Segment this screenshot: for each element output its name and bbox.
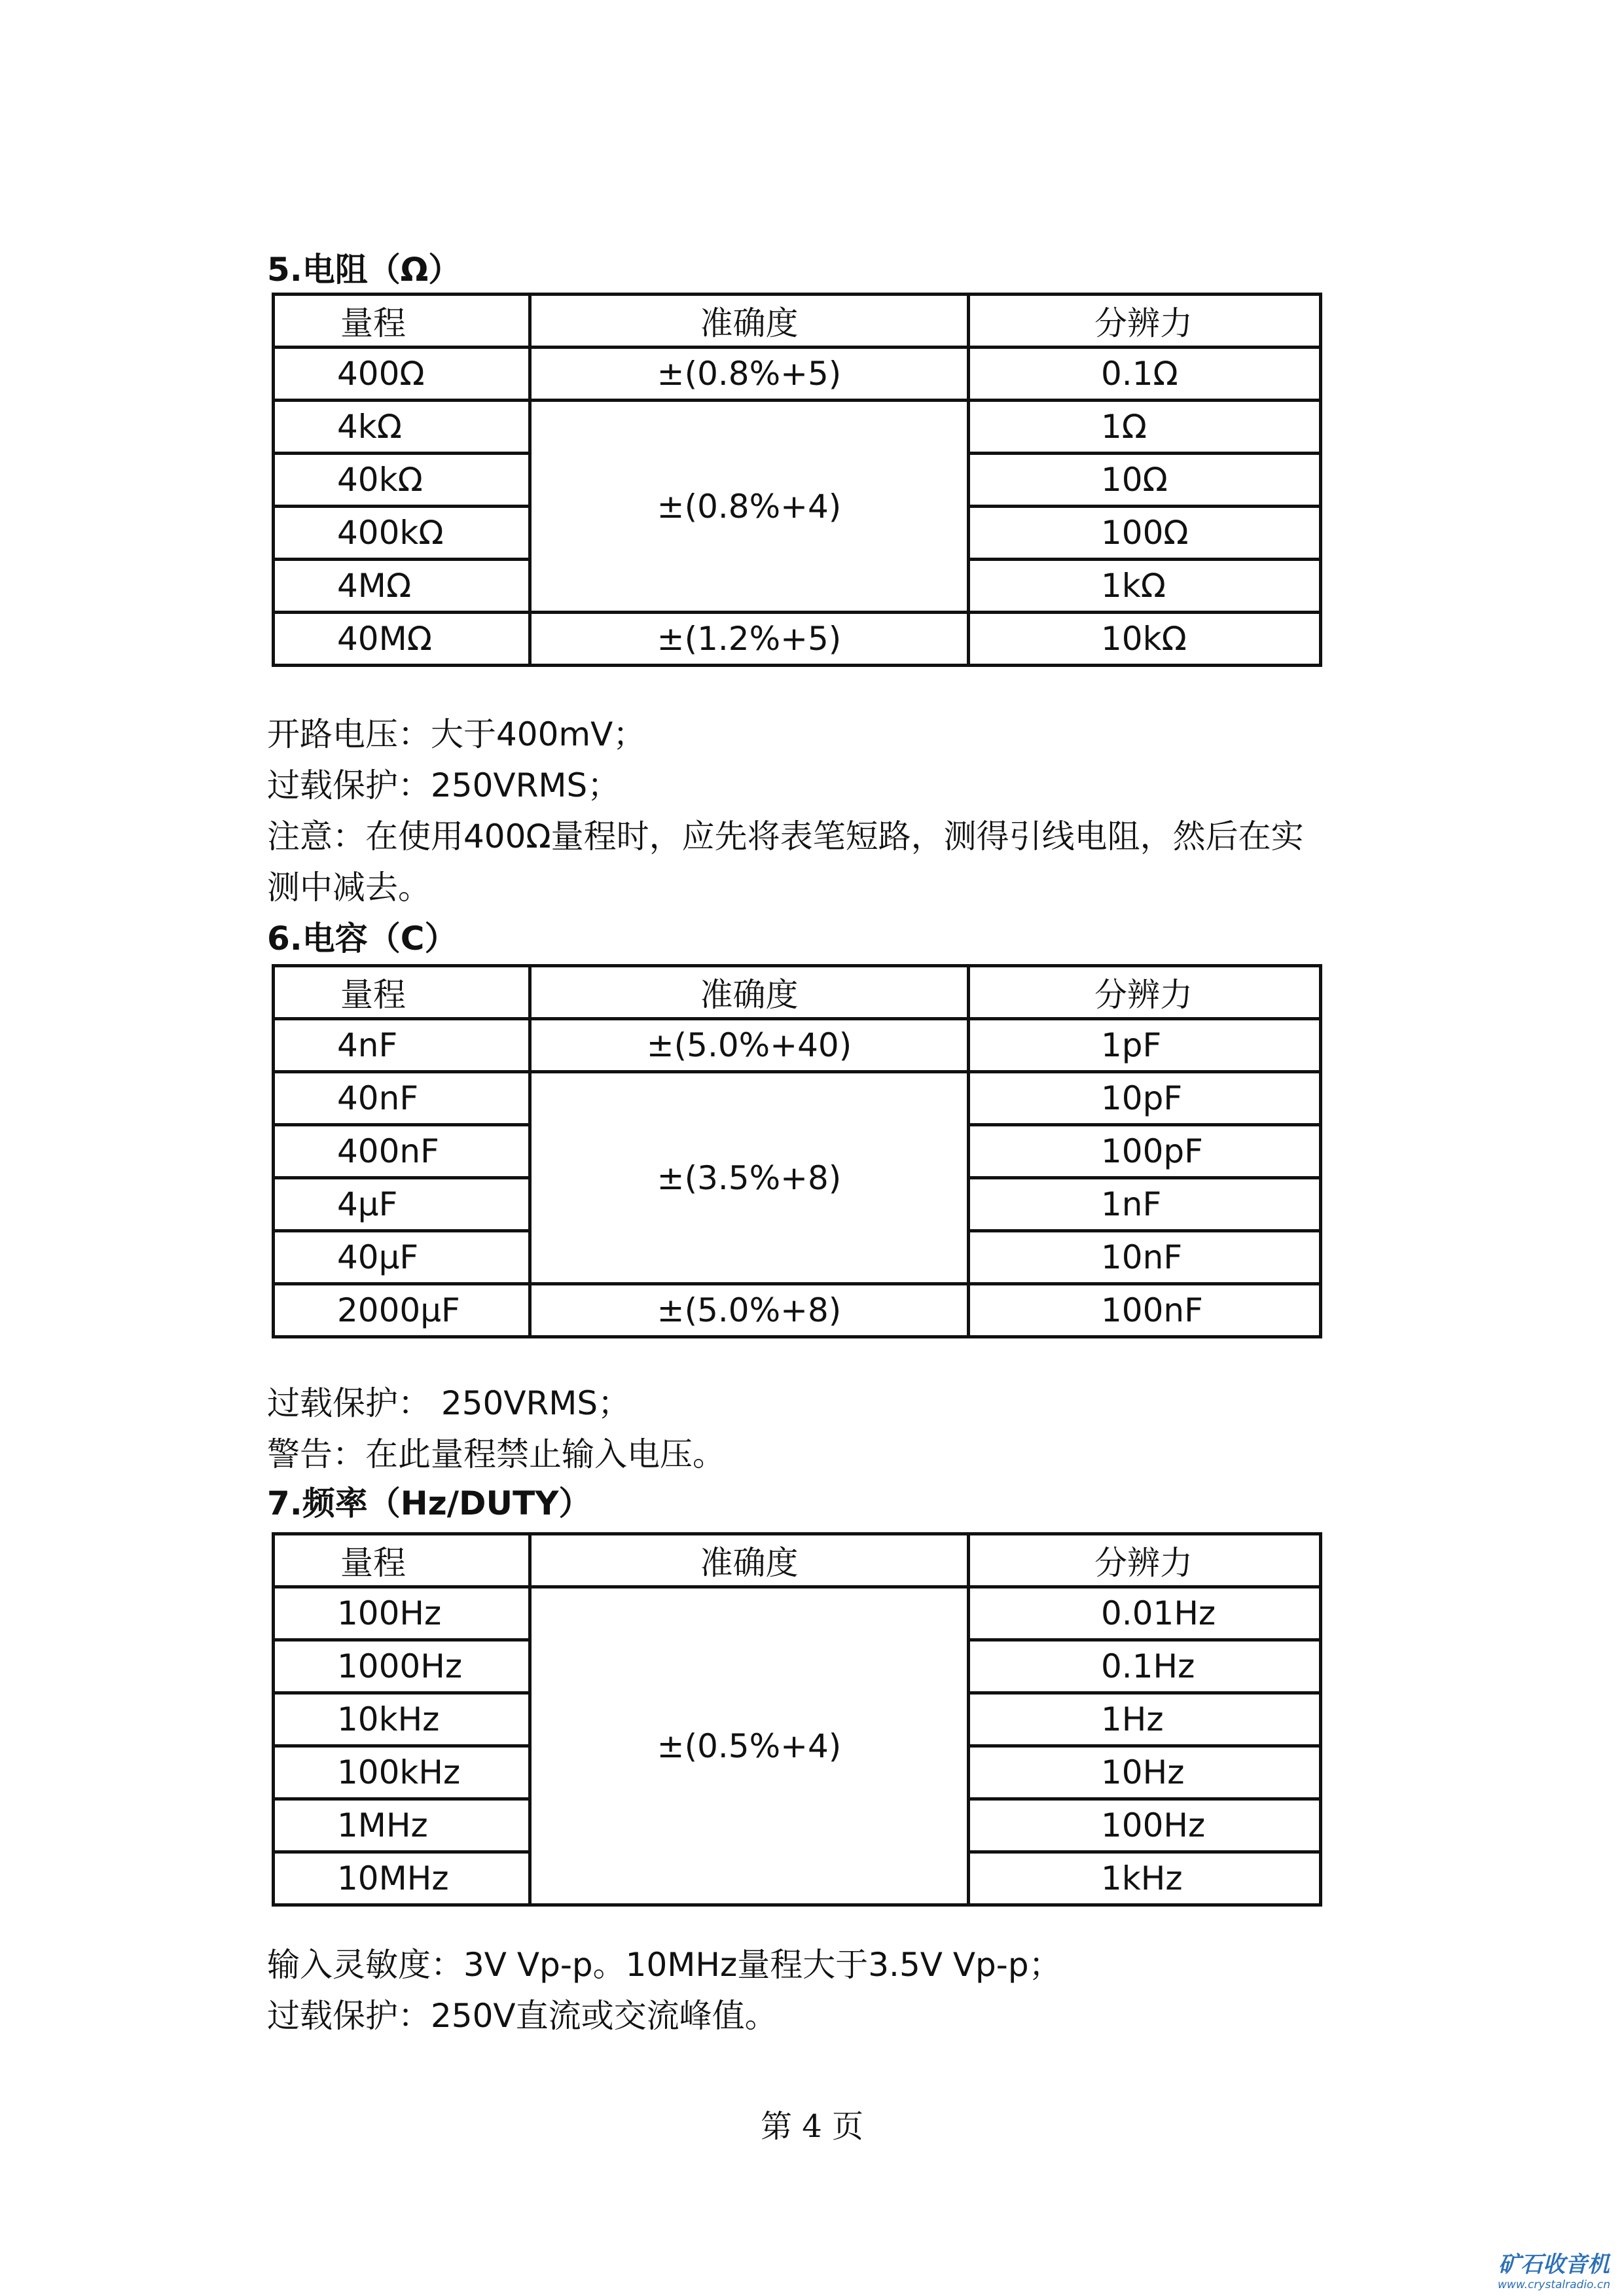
- table-row: [274, 1284, 1321, 1337]
- accuracy-cell: ±(3.5%+8): [530, 1072, 969, 1284]
- table-row: [274, 401, 1321, 454]
- range-cell: 1MHz: [274, 1799, 530, 1852]
- resistance-note: 注意：在使用400Ω量程时，应先将表笔短路，测得引线电阻，然后在实: [267, 817, 1304, 855]
- range-cell: 400kΩ: [274, 507, 530, 560]
- accuracy-cell: ±(0.8%+5): [530, 348, 969, 401]
- range-cell: 40MΩ: [274, 613, 530, 666]
- frequency-note: 输入灵敏度：3V Vp-p。10MHz量程大于3.5V Vp-p；: [267, 1946, 1062, 1984]
- header-accuracy: 准确度: [530, 1534, 969, 1587]
- header-accuracy: 准确度: [530, 295, 969, 348]
- header-resolution: 分辨力: [969, 966, 1321, 1019]
- resolution-cell: 1kHz: [969, 1852, 1321, 1905]
- range-cell: 400Ω: [274, 348, 530, 401]
- accuracy-cell: ±(0.5%+4): [530, 1587, 969, 1905]
- range-cell: 40μF: [274, 1231, 530, 1284]
- header-range: 量程: [274, 1534, 530, 1587]
- resolution-cell: 1pF: [969, 1019, 1321, 1072]
- resolution-cell: 100nF: [969, 1284, 1321, 1337]
- table-header-row: [274, 295, 1321, 348]
- table-row: [274, 1019, 1321, 1072]
- table-header-row: [274, 966, 1321, 1019]
- resolution-cell: 100Ω: [969, 507, 1321, 560]
- capacitance-note: 过载保护： 250VRMS；: [267, 1384, 631, 1422]
- capacitance-table: [272, 964, 1322, 1338]
- range-cell: 40kΩ: [274, 454, 530, 507]
- frequency-table: [272, 1532, 1322, 1907]
- resolution-cell: 0.01Hz: [969, 1587, 1321, 1640]
- section-heading-resistance: 5.电阻（Ω）: [267, 251, 461, 289]
- resolution-cell: 100Hz: [969, 1799, 1321, 1852]
- header-range: 量程: [274, 966, 530, 1019]
- range-cell: 100Hz: [274, 1587, 530, 1640]
- table-row: [274, 613, 1321, 666]
- accuracy-cell: ±(1.2%+5): [530, 613, 969, 666]
- resistance-table: [272, 293, 1322, 667]
- table-row: [274, 348, 1321, 401]
- resolution-cell: 100pF: [969, 1125, 1321, 1178]
- range-cell: 40nF: [274, 1072, 530, 1125]
- watermark-logo: [1496, 2246, 1612, 2291]
- capacitance-note: 警告：在此量程禁止输入电压。: [267, 1435, 725, 1473]
- page-number: 第 4 页: [760, 2108, 864, 2145]
- table-row: [274, 1072, 1321, 1125]
- resistance-note: 测中减去。: [267, 869, 431, 906]
- section-heading-capacitance: 6.电容（C）: [267, 920, 458, 958]
- range-cell: 10kHz: [274, 1693, 530, 1746]
- resolution-cell: 10kΩ: [969, 613, 1321, 666]
- range-cell: 1000Hz: [274, 1640, 530, 1693]
- resolution-cell: 1nF: [969, 1178, 1321, 1231]
- resolution-cell: 0.1Ω: [969, 348, 1321, 401]
- range-cell: 4MΩ: [274, 560, 530, 613]
- logo-url: www.crystalradio.cn: [1498, 2278, 1610, 2291]
- header-resolution: 分辨力: [969, 295, 1321, 348]
- resolution-cell: 10Ω: [969, 454, 1321, 507]
- header-resolution: 分辨力: [969, 1534, 1321, 1587]
- logo-title: 矿石收音机: [1498, 2251, 1610, 2278]
- range-cell: 4nF: [274, 1019, 530, 1072]
- range-cell: 10MHz: [274, 1852, 530, 1905]
- accuracy-cell: ±(5.0%+8): [530, 1284, 969, 1337]
- frequency-note: 过载保护：250V直流或交流峰值。: [267, 1997, 778, 2035]
- resolution-cell: 1Ω: [969, 401, 1321, 454]
- resistance-note: 过载保护：250VRMS；: [267, 766, 621, 804]
- range-cell: 100kHz: [274, 1746, 530, 1799]
- resolution-cell: 1Hz: [969, 1693, 1321, 1746]
- resolution-cell: 10nF: [969, 1231, 1321, 1284]
- range-cell: 2000μF: [274, 1284, 530, 1337]
- table-row: [274, 1587, 1321, 1640]
- header-accuracy: 准确度: [530, 966, 969, 1019]
- range-cell: 4kΩ: [274, 401, 530, 454]
- accuracy-cell: ±(0.8%+4): [530, 401, 969, 613]
- resolution-cell: 0.1Hz: [969, 1640, 1321, 1693]
- accuracy-cell: ±(5.0%+40): [530, 1019, 969, 1072]
- resolution-cell: 10pF: [969, 1072, 1321, 1125]
- table-header-row: [274, 1534, 1321, 1587]
- header-range: 量程: [274, 295, 530, 348]
- resistance-note: 开路电压：大于400mV；: [267, 715, 646, 753]
- range-cell: 400nF: [274, 1125, 530, 1178]
- range-cell: 4μF: [274, 1178, 530, 1231]
- resolution-cell: 1kΩ: [969, 560, 1321, 613]
- section-heading-frequency: 7.频率（Hz/DUTY）: [267, 1484, 592, 1522]
- resolution-cell: 10Hz: [969, 1746, 1321, 1799]
